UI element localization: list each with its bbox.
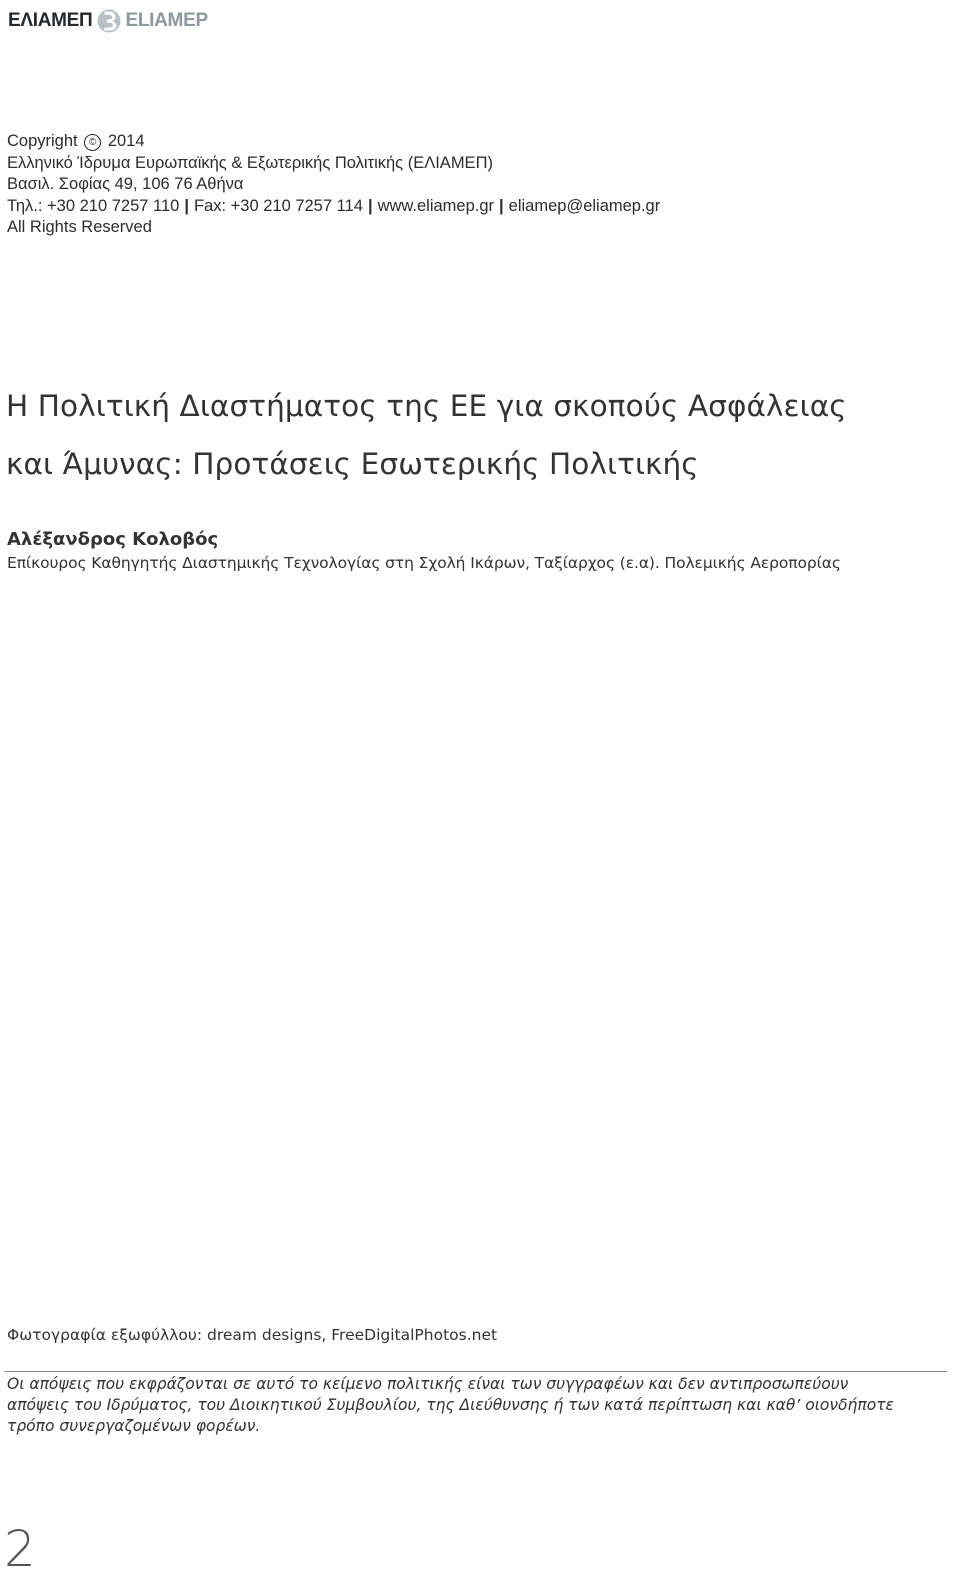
eliamep-logo (8, 6, 208, 36)
logo-text-latin: ELIAMEP (125, 10, 208, 31)
title-line-1: Η Πολιτική Διαστήματος της ΕΕ για σκοπούς Ασφάλειας (6, 389, 847, 423)
divider (4, 1371, 947, 1372)
page-number: 2 (4, 1520, 36, 1578)
separator: | (184, 196, 189, 215)
separator: | (499, 196, 504, 215)
disclaimer-line-3: τρόπο συνεργαζομένων φορέων. (7, 1417, 261, 1435)
copyright-label: Copyright (7, 132, 78, 150)
disclaimer (7, 1374, 944, 1437)
author-affiliation: Επίκουρος Καθηγητής Διαστημικής Τεχνολογίας στη Σχολή Ικάρων, Ταξίαρχος (ε.α). Πολεμικής Αεροπορίας (7, 554, 841, 572)
copyright-block (7, 131, 660, 239)
disclaimer-line-1: Οι απόψεις που εκφράζονται σε αυτό το κείμενο πολιτικής είναι των συγγραφέων και δεν αντιπροσωπεύουν (7, 1375, 849, 1393)
rights-reserved: All Rights Reserved (7, 218, 152, 236)
email-link[interactable]: eliamep@eliamep.gr (508, 196, 661, 215)
phone-number: Τηλ.: +30 210 7257 110 (7, 196, 180, 215)
contact-line (7, 196, 660, 218)
separator: | (367, 196, 373, 215)
eliamep-logo-mark-icon (97, 8, 121, 34)
website-link[interactable]: www.eliamep.gr (377, 196, 495, 215)
copyright-year: 2014 (107, 132, 145, 150)
cover-photo-credit: Φωτογραφία εξωφύλλου: dream designs, FreeDigitalPhotos.net (7, 1326, 498, 1344)
document-title (6, 377, 847, 493)
author-name: Αλέξανδρος Κολοβός (7, 529, 219, 550)
copyright-icon: © (84, 134, 101, 151)
institution-address: Βασιλ. Σοφίας 49, 106 76 Αθήνα (7, 175, 244, 193)
logo-text-greek: ΕΛΙΑΜΕΠ (8, 10, 93, 31)
title-line-2: και Άμυνας: Προτάσεις Εσωτερικής Πολιτικής (6, 447, 699, 481)
disclaimer-line-2: απόψεις του Ιδρύματος, του Διοικητικού Συμβουλίου, της Διεύθυνσης ή των κατά περίπτωση και καθ’ οιονδήποτε (7, 1396, 894, 1414)
copyright-line (7, 131, 660, 153)
institution-name: Ελληνικό Ίδρυμα Ευρωπαϊκής & Εξωτερικής Πολιτικής (ΕΛΙΑΜΕΠ) (7, 153, 493, 172)
fax-number: Fax: +30 210 7257 114 (193, 196, 363, 215)
